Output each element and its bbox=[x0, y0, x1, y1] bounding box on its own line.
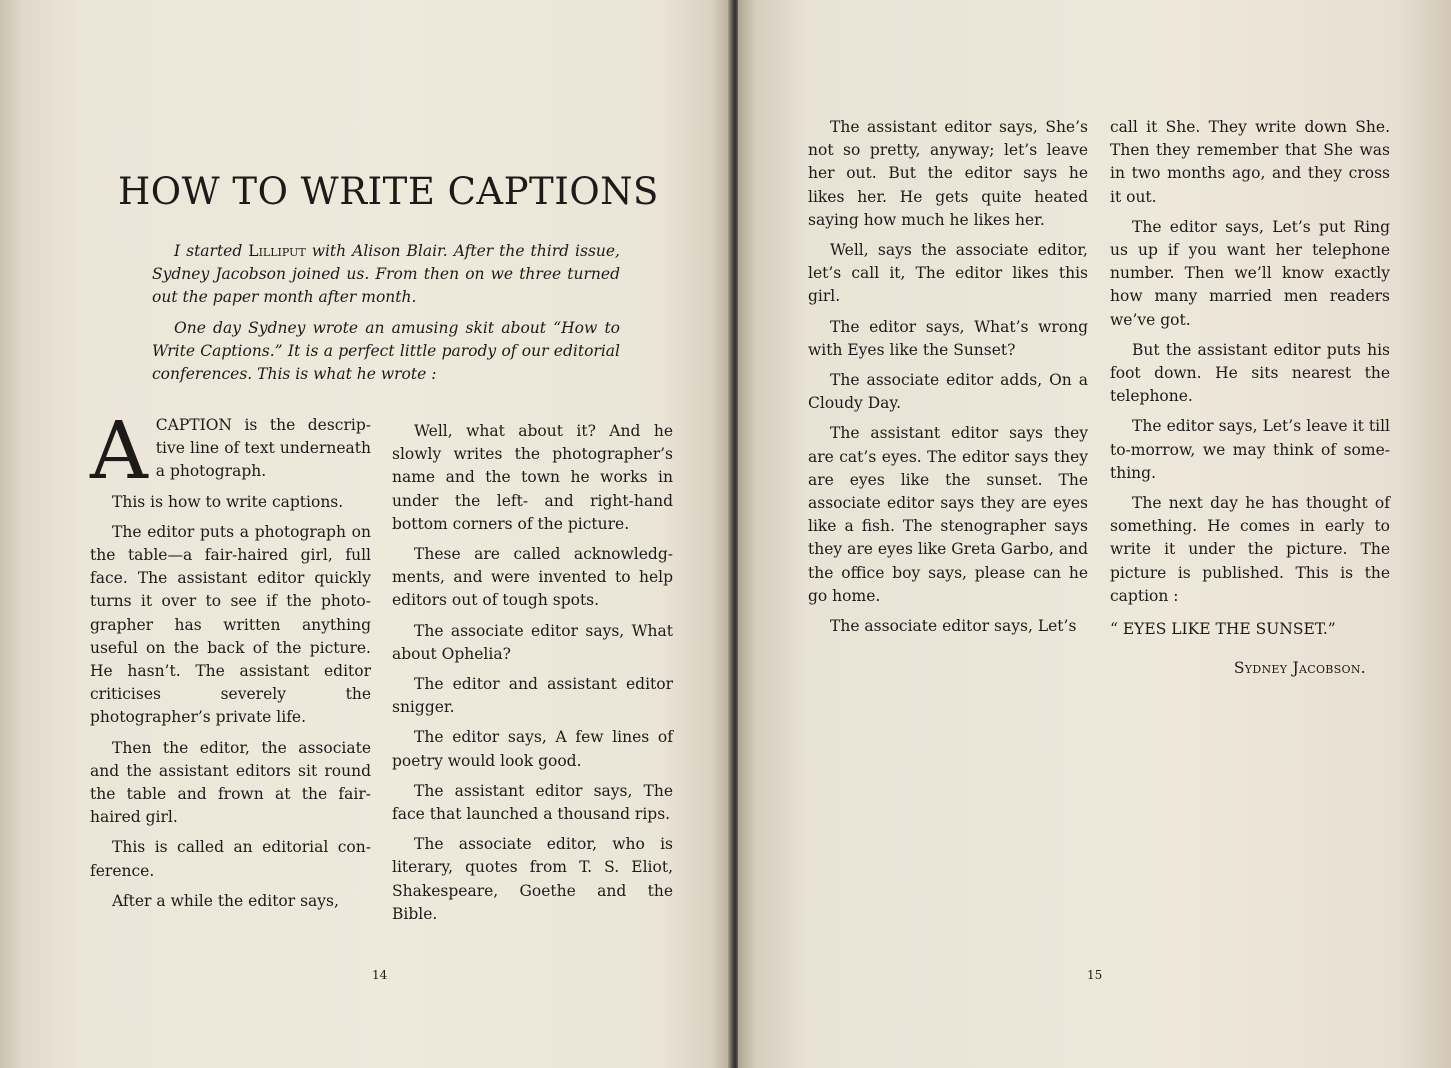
body-paragraph: These are called acknowledgments, and were invented to help editors out of tough spots. bbox=[392, 545, 673, 610]
right-column-2 bbox=[1110, 116, 1390, 687]
body-paragraph: This is how to write captions. bbox=[112, 492, 344, 511]
magazine-name: Lilliput bbox=[248, 242, 306, 260]
lead-text: CAPTION is the descriptive line of text underneath a photograph. bbox=[155, 416, 371, 481]
body-paragraph: The assistant editor says, She’s not so pretty, anyway; let’s leave her out. But the editor says he likes her. He gets quite heated saying how much he likes her. bbox=[808, 118, 1088, 229]
author-signature: Sydney Jacobson. bbox=[1233, 659, 1366, 678]
lead-paragraph bbox=[90, 404, 371, 497]
intro-paragraph-2: One day Sydney wrote an amusing skit about “How to Write Captions.” It is a perfect little parody of our editorial conferences. This is what he wrote : bbox=[152, 319, 620, 383]
body-paragraph: call it She. They write down She. Then they remember that She was in two months ago, and they cross it out. bbox=[1110, 118, 1390, 206]
drop-cap: A bbox=[90, 404, 148, 497]
intro-text: with Alison Blair. After the third issue, Sydney Jacobson joined us. From then on we three turned out the paper month after month. bbox=[152, 242, 620, 306]
page-number-right: 15 bbox=[1087, 968, 1103, 982]
body-paragraph: The editor puts a photograph on the table—a fair-haired girl, full face. The assistant editor quickly turns it over to see if the photographer has written anything useful on the back of the picture. He hasn’t. The assistant editor criticises severely the photographer’s private life. bbox=[90, 522, 371, 727]
body-paragraph: After a while the editor says, bbox=[112, 891, 339, 910]
article-title: HOW TO WRITE CAPTIONS bbox=[118, 170, 659, 213]
final-caption: “ EYES LIKE THE SUNSET.” bbox=[1110, 620, 1336, 639]
intro-paragraph-1 bbox=[152, 240, 620, 309]
body-paragraph: The assistant editor says, The face that launched a thousand rips. bbox=[392, 781, 673, 824]
body-paragraph: Well, what about it? And he slowly writes the photographer’s name and the town he works in under the left- and right-hand bottom corners of the picture. bbox=[392, 422, 673, 533]
body-paragraph: The editor says, Let’s leave it till to-morrow, we may think of something. bbox=[1110, 417, 1390, 482]
body-paragraph: The editor says, A few lines of poetry would look good. bbox=[392, 728, 673, 770]
body-paragraph: The editor says, What’s wrong with Eyes like the Sunset? bbox=[808, 317, 1088, 359]
body-paragraph: This is called an editorial conference. bbox=[90, 838, 371, 880]
body-paragraph: The next day he has thought of something. He comes in early to write it under the picture. The picture is published. This is the caption : bbox=[1110, 494, 1390, 605]
body-paragraph: But the assistant editor puts his foot down. He sits nearest the telephone. bbox=[1110, 340, 1390, 406]
body-paragraph: Then the editor, the associate and the assistant editors sit round the table and frown at the fair-haired girl. bbox=[90, 738, 371, 827]
body-paragraph: The associate editor adds, On a Cloudy Day. bbox=[808, 371, 1088, 413]
intro-text: I started bbox=[174, 242, 249, 260]
right-column-1 bbox=[808, 116, 1088, 645]
left-column-2 bbox=[392, 420, 673, 933]
body-paragraph: The associate editor says, What about Ophelia? bbox=[392, 621, 673, 663]
intro-note bbox=[152, 240, 620, 394]
body-paragraph: The editor and assistant editor snigger. bbox=[392, 675, 673, 717]
body-paragraph: Well, says the associate editor, let’s call it, The editor likes this girl. bbox=[808, 241, 1088, 306]
body-paragraph: The associate editor, who is literary, quotes from T. S. Eliot, Shakespeare, Goethe and the Bible. bbox=[392, 835, 673, 923]
body-paragraph: The assistant editor says they are cat’s eyes. The editor says they are eyes like the sunset. The associate editor says they are eyes like a fish. The stenographer says they are eyes like Greta Garbo, and the office boy says, please can he go home. bbox=[808, 424, 1088, 605]
body-paragraph: The editor says, Let’s put Ring us up if you want her telephone number. Then we’ll know exactly how many married men readers we’ve got. bbox=[1110, 217, 1390, 329]
body-paragraph: The associate editor says, Let’s bbox=[830, 617, 1077, 636]
page-number-left: 14 bbox=[372, 968, 388, 982]
left-column-1 bbox=[90, 404, 371, 920]
